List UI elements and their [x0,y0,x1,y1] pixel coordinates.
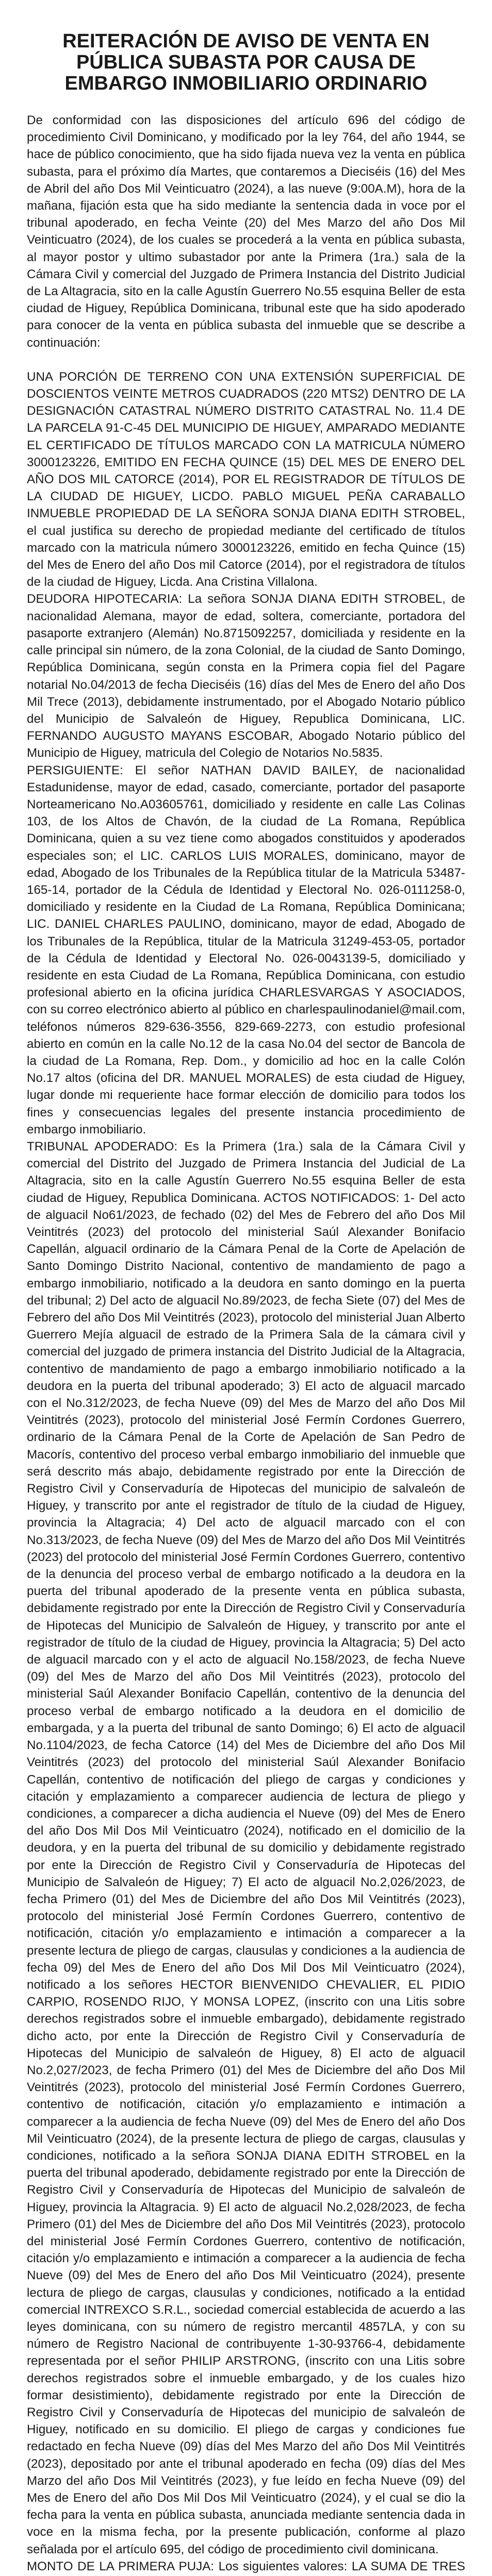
notice-title: REITERACIÓN DE AVISO DE VENTA EN PÚBLICA SUBASTA POR CAUSA DE EMBARGO INMOBILIARIO ORDINARIO [62,30,430,94]
property-description-paragraph: UNA PORCIÓN DE TERRENO CON UNA EXTENSIÓN SUPERFICIAL DE DOSCIENTOS VEINTE METROS CUADRADOS (220 MTS2) DENTRO DE LA DESIGNACIÓN CATASTRAL NÚMERO DISTRITO CATASTRAL No. 11.4 DE LA PARCELA 91-C-45 DEL MUNICIPIO DE HIGUEY, AMPARADO MEDIANTE EL CERTIFICADO DE TÍTULOS MARCADO CON LA MATRICULA NÚMERO 3000123226, EMITIDO EN FECHA QUINCE (15) DEL MES DE ENERO DEL AÑO DOS MIL CATORCE (2014), POR EL REGISTRADOR DE TÍTULOS DE LA CIUDAD DE HIGUEY, LICDO. PABLO MIGUEL PEÑA CARABALLO INMUEBLE PROPIEDAD DE LA SEÑORA SONJA DIANA EDITH STROBEL, el cual justifica su derecho de propiedad mediante del certificado de títulos marcado con la matricula número 3000123226, emitido en fecha Quince (15) del Mes de Enero del año Dos mil Catorce (2014), por el registradora de títulos de la ciudad de Higuey, Licda. Ana Cristina Villalona. [27,369,465,589]
mortgage-debtor-paragraph: DEUDORA HIPOTECARIA: La señora SONJA DIANA EDITH STROBEL, de nacionalidad Alemana, mayor de edad, soltera, comerciante, portadora del pasaporte extranjero (Alemán) No.8715092257, domiciliada y residente en la calle principal sin número, de la zona Colonial, de la ciudad de Santo Domingo, República Dominicana, según consta en la Primera copia fiel del Pagare notarial No.04/2013 de fecha Dieciséis (16) días del Mes de Enero del año Dos Mil Trece (2013), debidamente instrumentado, por el Abogado Notario público del Municipio de Salvaleón de Higuey, Republica Dominicana, LIC. FERNANDO AUGUSTO MAYANS ESCOBAR, Abogado Notario público del Municipio de Higuey, matricula del Colegio de Notarios No.5835. [27,592,465,760]
notice-intro-paragraph: De conformidad con las disposiciones del artículo 696 del código de procedimiento Civil Dominicano, y modificado por la ley 764, del año 1944, se hace de público conocimiento, que ha sido fijada nueva vez la venta en pública subasta, para el próximo día Martes, que contaremos a Dieciséis (16) del Mes de Abril del año Dos Mil Veinticuatro (2024), a las nueve (9:00A.M), hora de la mañana, fijación esta que ha sido mediante la sentencia dada in voce por el tribunal apoderado, en fecha Veinte (20) del Mes Marzo del año Dos Mil Veinticuatro (2024), de los cuales se procederá a la venta en pública subasta, al mayor postor y ultimo subastador por ante la Primera (1ra.) sala de la Cámara Civil y comercial del Juzgado de Primera Instancia del Distrito Judicial de La Altagracia, sito en la calle Agustín Guerrero No.55 esquina Beller de esta ciudad de Higuey, República Dominicana, tribunal este que ha sido apoderado para conocer de la venta en pública subasta del inmueble que se describe a continuación: [27,113,465,350]
pursuing-party-paragraph: PERSIGUIENTE: El señor NATHAN DAVID BAILEY, de nacionalidad Estadunidense, mayor de edad, casado, comerciante, portador del pasaporte Norteamericano No.A03605761, domiciliado y residente en calle Las Colinas 103, de los Altos de Chavón, de la ciudad de La Romana, República Dominicana, quien a su vez tiene como abogados constituidos y apoderados especiales son; el LIC. CARLOS LUIS MORALES, dominicano, mayor de edad, Abogado de los Tribunales de la República titular de la Matricula 53487-165-14, portador de la Cédula de Identidad y Electoral No. 026-0111258-0, domiciliado y residente en la Ciudad de La Romana, República Dominicana; LIC. DANIEL CHARLES PAULINO, dominicano, mayor de edad, Abogado de los Tribunales de la República, titular de la Matricula 31249-453-05, portador de la Cédula de Identidad y Electoral No. 026-0043139-5, domiciliado y residente en esta Ciudad de La Romana, República Dominicana, con estudio profesional abierto en la oficina jurídica CHARLESVARGAS Y ASOCIADOS, con su correo electrónico abierto al público en charlespaulinodaniel@mail.com, teléfonos números 829-636-3556, 829-669-2273, con estudio profesional abierto en común en la calle No.12 de la casa No.04 del sector de Bancola de la ciudad de La Romana, Rep. Dom., y domicilio ad hoc en la calle Colón No.17 altos (oficina del DR. MANUEL MORALES) de esta ciudad de Higuey, lugar donde mi requeriente hace formar elección de domicilio para todos los fines y consecuencias legales del presente instancia procedimiento de embargo inmobiliario. [27,763,465,1137]
court-and-acts-paragraph: TRIBUNAL APODERADO: Es la Primera (1ra.) sala de la Cámara Civil y comercial del Distrito del Juzgado de Primera Instancia del Judicial de La Altagracia, sito en la calle Agustín Guerrero No.55 esquina Beller de esta ciudad de Higuey, Republica Dominicana. ACTOS NOTIFICADOS: 1- Del acto de alguacil No61/2023, de fechado (02) del Mes de Febrero del año Dos Mil Veintitrés (2023) del protocolo del ministerial Saúl Alexander Bonifacio Capellán, alguacil ordinario de la Cámara Penal de la Corte de Apelación de Santo Domingo Distrito Nacional, contentivo de mandamiento de pago a embargo inmobiliario, notificado a la deudora en santo domingo en la puerta del tribunal; 2) Del acto de alguacil No.89/2023, de fecha Siete (07) del Mes de Febrero del año Dos Mil Veintitrés (2023), protocolo del ministerial Juan Alberto Guerrero Mejía alguacil de estrado de la Primera Sala de la cámara civil y comercial del juzgado de primera instancia del Distrito Judicial de la Altagracia, contentivo de mandamiento de pago a embargo inmobiliario notificado a la deudora en la puerta del tribunal apoderado; 3) El acto de alguacil marcado con el No.312/2023, de fecha Nueve (09) del Mes de Marzo del año Dos Mil Veintitrés (2023), protocolo del ministerial José Fermín Cordones Guerrero, ordinario de la Cámara Penal de la Corte de Apelación de San Pedro de Macorís, contentivo del proceso verbal embargo inmobiliario del inmueble que será descrito más abajo, debidamente registrado por ente la Dirección de Registro Civil y Conservaduría de Hipotecas del municipio de salvaleón de Higuey, y transcrito por ante el registrador de título de la ciudad de Higuey, provincia la Altagracia; 4) Del acto de alguacil marcado con el con No.313/2023, de fecha Nueve (09) del Mes de Marzo del año Dos Mil Veintitrés (2023) del protocolo del ministerial José Fermín Cordones Guerrero, contentivo de la denuncia del proceso verbal de embargo notificado a la deudora en la puerta del tribunal apoderado de la presente venta en pública subasta, debidamente registrado por ente la Dirección de Registro Civil y Conservaduría de Hipotecas del Municipio de Salvaleón de Higuey, y transcrito por ante el registrador de título de la ciudad de Higuey, provincia la Altagracia; 5) Del acto de alguacil marcado con y el acto de alguacil No.158/2023, de fecha Nueve (09) del Mes de Marzo del año Dos Mil Veintitrés (2023), protocolo del ministerial Saúl Alexander Bonifacio Capellán, contentivo de la denuncia del proceso verbal de embargo notificado a la deudora en el domicilio de embargada, y a la puerta del tribunal de santo Domingo; 6) El acto de alguacil No.1104/2023, de fecha Catorce (14) del Mes de Diciembre del año Dos Mil Veintitrés (2023) del protocolo del ministerial Saúl Alexander Bonifacio Capellán, contentivo de notificación del pliego de cargas y condiciones y citación y emplazamiento a comparecer audiencia de lectura de pliego y condiciones, a comparecer a dicha audiencia el Nueve (09) del Mes de Enero del año Dos Mil Dos Mil Veinticuatro (2024), notificado en el domicilio de la deudora, y en la puerta del tribunal de su domicilio y debidamente registrado por ente la Dirección de Registro Civil y Conservaduría de Hipotecas del Municipio de Salvaleón de Higuey; 7) El acto de alguacil No.2,026/2023, de fecha Primero (01) del Mes de Diciembre del año Dos Mil Veintitrés (2023), protocolo del ministerial José Fermín Cordones Guerrero, contentivo de notificación, citación y/o emplazamiento e intimación a comparecer a la presente lectura de pliego de cargas, clausulas y condiciones a la audiencia de fecha 09) del Mes de Enero del año Dos Mil Dos Mil Veinticuatro (2024), notificado a los señores HECTOR BIENVENIDO CHEVALIER, EL PIDIO CARPIO, ROSENDO RIJO, Y MONSA LOPEZ, (inscrito con una Litis sobre derechos registrados sobre el inmueble embargado), debidamente registrado dicho acto, por ente la Dirección de Registro Civil y Conservaduría de Hipotecas del Municipio de salvaleón de Higuey, 8) El acto de alguacil No.2,027/2023, de fecha Primero (01) del Mes de Diciembre del año Dos Mil Veintitrés (2023), protocolo del ministerial José Fermín Cordones Guerrero, contentivo de notificación, citación y/o emplazamiento e intimación a comparecer a la audiencia de fecha Nueve (09) del Mes de Enero del año Dos Mil Veinticuatro (2024), de la presente lectura de pliego de cargas, clausulas y condiciones, notificado a la señora SONJA DIANA EDITH STROBEL en la puerta del tribunal apoderado, debidamente registrado por ente la Dirección de Registro Civil y Conservaduría de Hipotecas del Municipio de salvaleón de Higuey, provincia la Altagracia. 9) El acto de alguacil No.2,028/2023, de fecha Primero (01) del Mes de Diciembre del año Dos Mil Veintitrés (2023), protocolo del ministerial José Fermín Cordones Guerrero, contentivo de notificación, citación y/o emplazamiento e intimación a comparecer a la audiencia de fecha Nueve (09) del Mes de Enero del año Dos Mil Veinticuatro (2024), presente lectura de pliego de cargas, clausulas y condiciones, notificado a la entidad comercial INTREXCO S.R.L., sociedad comercial establecida de acuerdo a las leyes dominicana, con su número de registro mercantil 4857LA, y con su número de Registro Nacional de contribuyente 1-30-93766-4, debidamente representada por el señor PHILIP ARSTRONG, (inscrito con una Litis sobre derechos registrados sobre el inmueble embargado, y de los cuales hizo formar desistimiento), debidamente registrado por ente la Dirección de Registro Civil y Conservaduría de Hipotecas del municipio de salvaleón de Higuey, notificado en su domicilio. El pliego de cargas y condiciones fue redactado en fecha Nueve (09) días del Mes Marzo del año Dos Mil Veintitrés (2023), depositado por ante el tribunal apoderado en fecha (09) días del Mes Marzo del año Dos Mil Veintitrés (2023), y fue leído en fecha Nueve (09) del Mes de Enero del año Dos Mil Dos Mil Veinticuatro (2024), y el cual se dio la fecha para la venta en pública subasta, anunciada mediante sentencia dada in voce en la misma fecha, por la presente publicación, conforme al plazo señalada por el artículo 695, del código de procedimiento civil dominicana. [27,1139,465,2556]
first-bid-amount-paragraph: MONTO DE LA PRIMERA PUJA: Los siguientes valores: LA SUMA DE TRES [27,2559,465,2573]
